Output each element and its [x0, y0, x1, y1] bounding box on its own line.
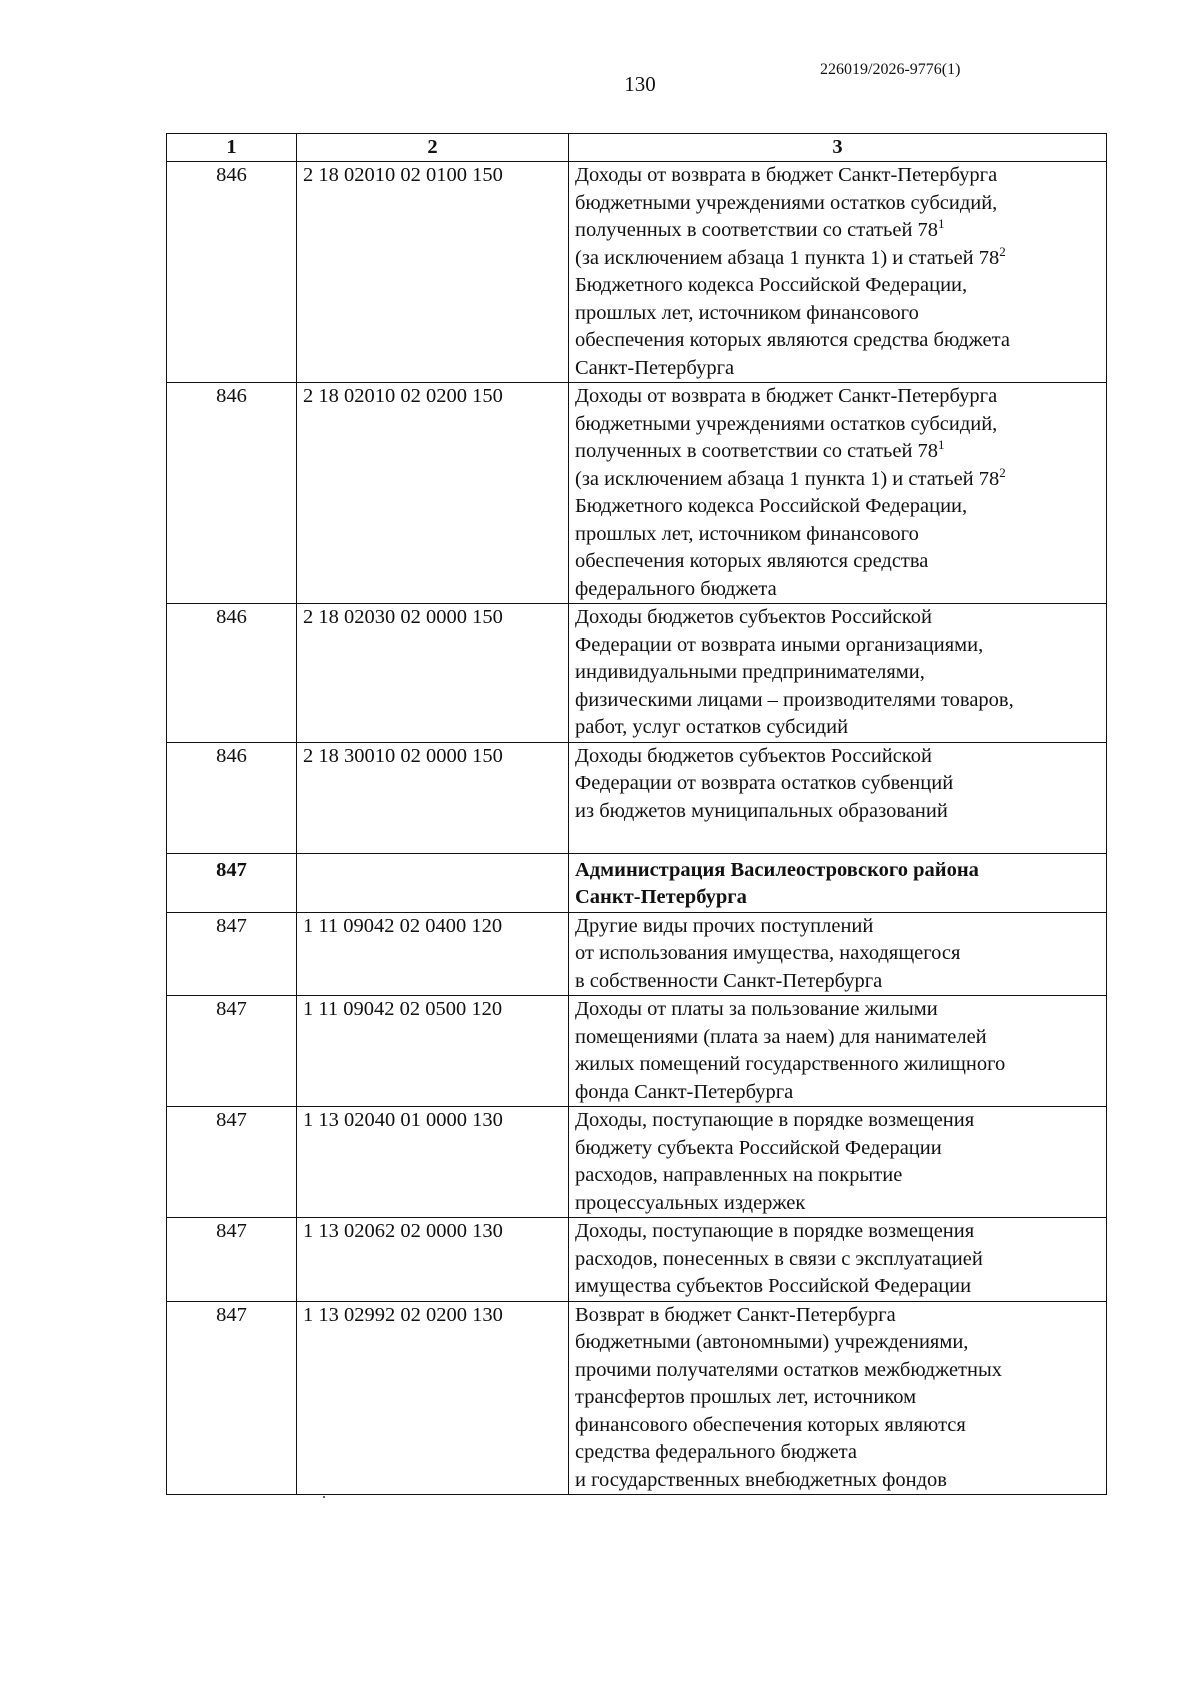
budget-code-cell: 1 13 02992 02 0200 130	[297, 1301, 569, 1495]
revenue-name-line	[575, 1051, 1100, 1079]
revenue-name-line	[575, 327, 1100, 355]
revenue-name-line	[575, 217, 1100, 245]
revenue-name-line	[575, 300, 1100, 328]
revenue-name-line	[575, 383, 1100, 411]
table-row	[167, 996, 1107, 1107]
revenue-name-line	[575, 743, 1100, 771]
table-row	[167, 383, 1107, 604]
revenue-name-cell	[569, 162, 1107, 383]
revenue-name-cell	[569, 1301, 1107, 1495]
admin-code-cell: 847	[167, 912, 297, 996]
revenue-name-line	[575, 576, 1100, 604]
line-text: Федерации от возврата иными организациями,	[575, 633, 984, 656]
table-row	[167, 1218, 1107, 1302]
line-text: бюджетными учреждениями остатков субсидий,	[575, 412, 998, 435]
revenue-name-line	[575, 604, 1100, 632]
line-text: Доходы, поступающие в порядке возмещения	[575, 1220, 975, 1242]
line-text: средства федерального бюджета	[575, 1441, 857, 1463]
revenue-name-cell	[569, 604, 1107, 743]
line-text: (за исключением абзаца 1 пункта 1) и статьей 78	[575, 246, 1000, 269]
admin-code-cell: 847	[167, 996, 297, 1107]
revenue-name-line	[575, 1357, 1100, 1385]
line-text: жилых помещений государственного жилищного	[575, 1053, 1006, 1075]
revenue-name-line	[575, 521, 1100, 549]
line-text: (за исключением абзаца 1 пункта 1) и статьей 78	[575, 467, 1000, 490]
revenue-name-line	[575, 632, 1100, 660]
table-body	[167, 162, 1107, 1495]
revenue-name-line	[575, 1190, 1100, 1218]
line-text: и государственных внебюджетных фондов	[575, 1468, 947, 1491]
revenue-name-line	[575, 913, 1100, 941]
table-row	[167, 604, 1107, 743]
admin-code-cell: 846	[167, 604, 297, 743]
line-text: из бюджетов муниципальных образований	[575, 799, 948, 822]
admin-code-cell: 847	[167, 853, 297, 912]
table-row	[167, 742, 1107, 853]
page-number: 130	[624, 72, 656, 96]
revenue-name-line	[575, 770, 1100, 798]
admin-code-cell: 846	[167, 742, 297, 853]
revenue-name-cell	[569, 853, 1107, 912]
line-text: федерального бюджета	[575, 577, 777, 600]
revenue-name-cell	[569, 996, 1107, 1107]
revenue-name-line	[575, 884, 1100, 912]
table-row	[167, 853, 1107, 912]
revenue-name-line	[575, 940, 1100, 968]
line-text: обеспечения которых являются средства бюджета	[575, 329, 1010, 351]
document-reference: 226019/2026-9776(1)	[820, 61, 961, 78]
line-text: Санкт-Петербурга	[575, 356, 735, 379]
superscript-index: 2	[999, 464, 1006, 480]
line-text: полученных в соответствии со статьей 78	[575, 440, 939, 462]
revenue-name-line	[575, 355, 1100, 383]
revenue-name-line	[575, 714, 1100, 742]
line-text: полученных в соответствии со статьей 78	[575, 219, 939, 241]
superscript-index: 2	[999, 243, 1006, 259]
revenue-name-line	[575, 1384, 1100, 1412]
column-header-3: 3	[569, 134, 1107, 162]
revenue-name-cell	[569, 912, 1107, 996]
budget-code-cell: 2 18 30010 02 0000 150	[297, 742, 569, 853]
line-text: работ, услуг остатков субсидий	[575, 716, 849, 738]
revenue-name-line	[575, 1467, 1100, 1495]
revenue-name-cell	[569, 742, 1107, 853]
revenue-name-line	[575, 1107, 1100, 1135]
line-text: физическими лицами – производителями товаров,	[575, 688, 1014, 711]
line-text: Доходы бюджетов субъектов Российской	[575, 606, 932, 628]
revenue-name-line	[575, 1302, 1100, 1330]
table-row	[167, 1107, 1107, 1218]
revenue-name-cell	[569, 383, 1107, 604]
revenue-name-cell	[569, 1218, 1107, 1302]
line-text: прошлых лет, источником финансового	[575, 301, 919, 324]
budget-code-cell: 2 18 02010 02 0200 150	[297, 383, 569, 604]
line-text: в собственности Санкт-Петербурга	[575, 969, 883, 992]
admin-code-cell: 847	[167, 1301, 297, 1495]
budget-code-cell	[297, 853, 569, 912]
revenue-name-line	[575, 1439, 1100, 1467]
column-header-1: 1	[167, 134, 297, 162]
revenue-name-line	[575, 1024, 1100, 1052]
scan-speck	[323, 1496, 325, 1498]
budget-code-cell: 1 13 02040 01 0000 130	[297, 1107, 569, 1218]
line-text: Доходы, поступающие в порядке возмещения	[575, 1109, 975, 1131]
line-text: обеспечения которых являются средства	[575, 550, 929, 572]
table-row	[167, 162, 1107, 383]
budget-code-cell: 1 11 09042 02 0400 120	[297, 912, 569, 996]
revenue-name-line	[575, 466, 1100, 494]
revenue-name-line	[575, 1218, 1100, 1246]
budget-code-cell: 1 13 02062 02 0000 130	[297, 1218, 569, 1302]
revenue-name-line	[575, 659, 1100, 687]
column-header-2: 2	[297, 134, 569, 162]
line-text: имущества субъектов Российской Федерации	[575, 1275, 972, 1297]
revenue-name-line	[575, 190, 1100, 218]
line-text: Доходы от платы за пользование жилыми	[575, 998, 938, 1020]
revenue-name-line	[575, 1329, 1100, 1357]
admin-code-cell: 846	[167, 383, 297, 604]
revenue-name-line	[575, 1412, 1100, 1440]
table-row	[167, 1301, 1107, 1495]
budget-code-cell: 2 18 02010 02 0100 150	[297, 162, 569, 383]
revenue-name-line	[575, 968, 1100, 996]
revenue-name-line	[575, 411, 1100, 439]
revenue-name-cell	[569, 1107, 1107, 1218]
line-text: от использования имущества, находящегося	[575, 942, 961, 964]
budget-code-cell: 2 18 02030 02 0000 150	[297, 604, 569, 743]
line-text: Доходы от возврата в бюджет Санкт-Петербурга	[575, 385, 998, 407]
revenue-name-line	[575, 825, 1100, 853]
line-text: расходов, направленных на покрытие	[575, 1164, 903, 1186]
line-text: процессуальных издержек	[575, 1191, 806, 1214]
revenue-name-line	[575, 162, 1100, 190]
line-text: прошлых лет, источником финансового	[575, 522, 919, 545]
line-text: расходов, понесенных в связи с эксплуатацией	[575, 1247, 983, 1270]
revenue-name-line	[575, 1246, 1100, 1274]
line-text: помещениями (плата за наем) для нанимателей	[575, 1025, 987, 1048]
line-text: Доходы от возврата в бюджет Санкт-Петербурга	[575, 164, 998, 186]
line-text: трансфертов прошлых лет, источником	[575, 1386, 917, 1408]
revenue-name-line	[575, 548, 1100, 576]
line-text: Другие виды прочих поступлений	[575, 914, 874, 937]
line-text: фонда Санкт-Петербурга	[575, 1080, 794, 1103]
budget-classification-table	[166, 133, 1107, 1495]
line-text: финансового обеспечения которых являются	[575, 1413, 966, 1436]
table-row	[167, 912, 1107, 996]
line-text: Администрация Василеостровского района	[575, 858, 979, 881]
revenue-name-line	[575, 798, 1100, 826]
line-text: бюджетными (автономными) учреждениями,	[575, 1331, 969, 1353]
admin-code-cell: 847	[167, 1218, 297, 1302]
revenue-name-line	[575, 1079, 1100, 1107]
revenue-name-line	[575, 493, 1100, 521]
line-text: Доходы бюджетов субъектов Российской	[575, 744, 932, 767]
revenue-name-line	[575, 857, 1100, 885]
line-text: Санкт-Петербурга	[575, 886, 747, 908]
admin-code-cell: 847	[167, 1107, 297, 1218]
line-text: бюджетными учреждениями остатков субсидий,	[575, 191, 998, 214]
line-text: Бюджетного кодекса Российской Федерации,	[575, 274, 968, 296]
superscript-index: 1	[938, 216, 945, 231]
admin-code-cell: 846	[167, 162, 297, 383]
line-text: прочими получателями остатков межбюджетных	[575, 1358, 1002, 1381]
revenue-name-line	[575, 245, 1100, 273]
revenue-name-line	[575, 438, 1100, 466]
line-text: Возврат в бюджет Санкт-Петербурга	[575, 1303, 896, 1326]
line-text: Федерации от возврата остатков субвенций	[575, 772, 954, 794]
budget-code-cell: 1 11 09042 02 0500 120	[297, 996, 569, 1107]
superscript-index: 1	[938, 437, 945, 452]
revenue-name-line	[575, 1273, 1100, 1301]
table-header-row	[167, 134, 1107, 162]
line-text: бюджету субъекта Российской Федерации	[575, 1136, 942, 1159]
revenue-name-line	[575, 1135, 1100, 1163]
revenue-name-line	[575, 996, 1100, 1024]
revenue-name-line	[575, 272, 1100, 300]
line-text: индивидуальными предпринимателями,	[575, 661, 925, 683]
line-text: Бюджетного кодекса Российской Федерации,	[575, 495, 968, 517]
revenue-name-line	[575, 1162, 1100, 1190]
revenue-name-line	[575, 687, 1100, 715]
